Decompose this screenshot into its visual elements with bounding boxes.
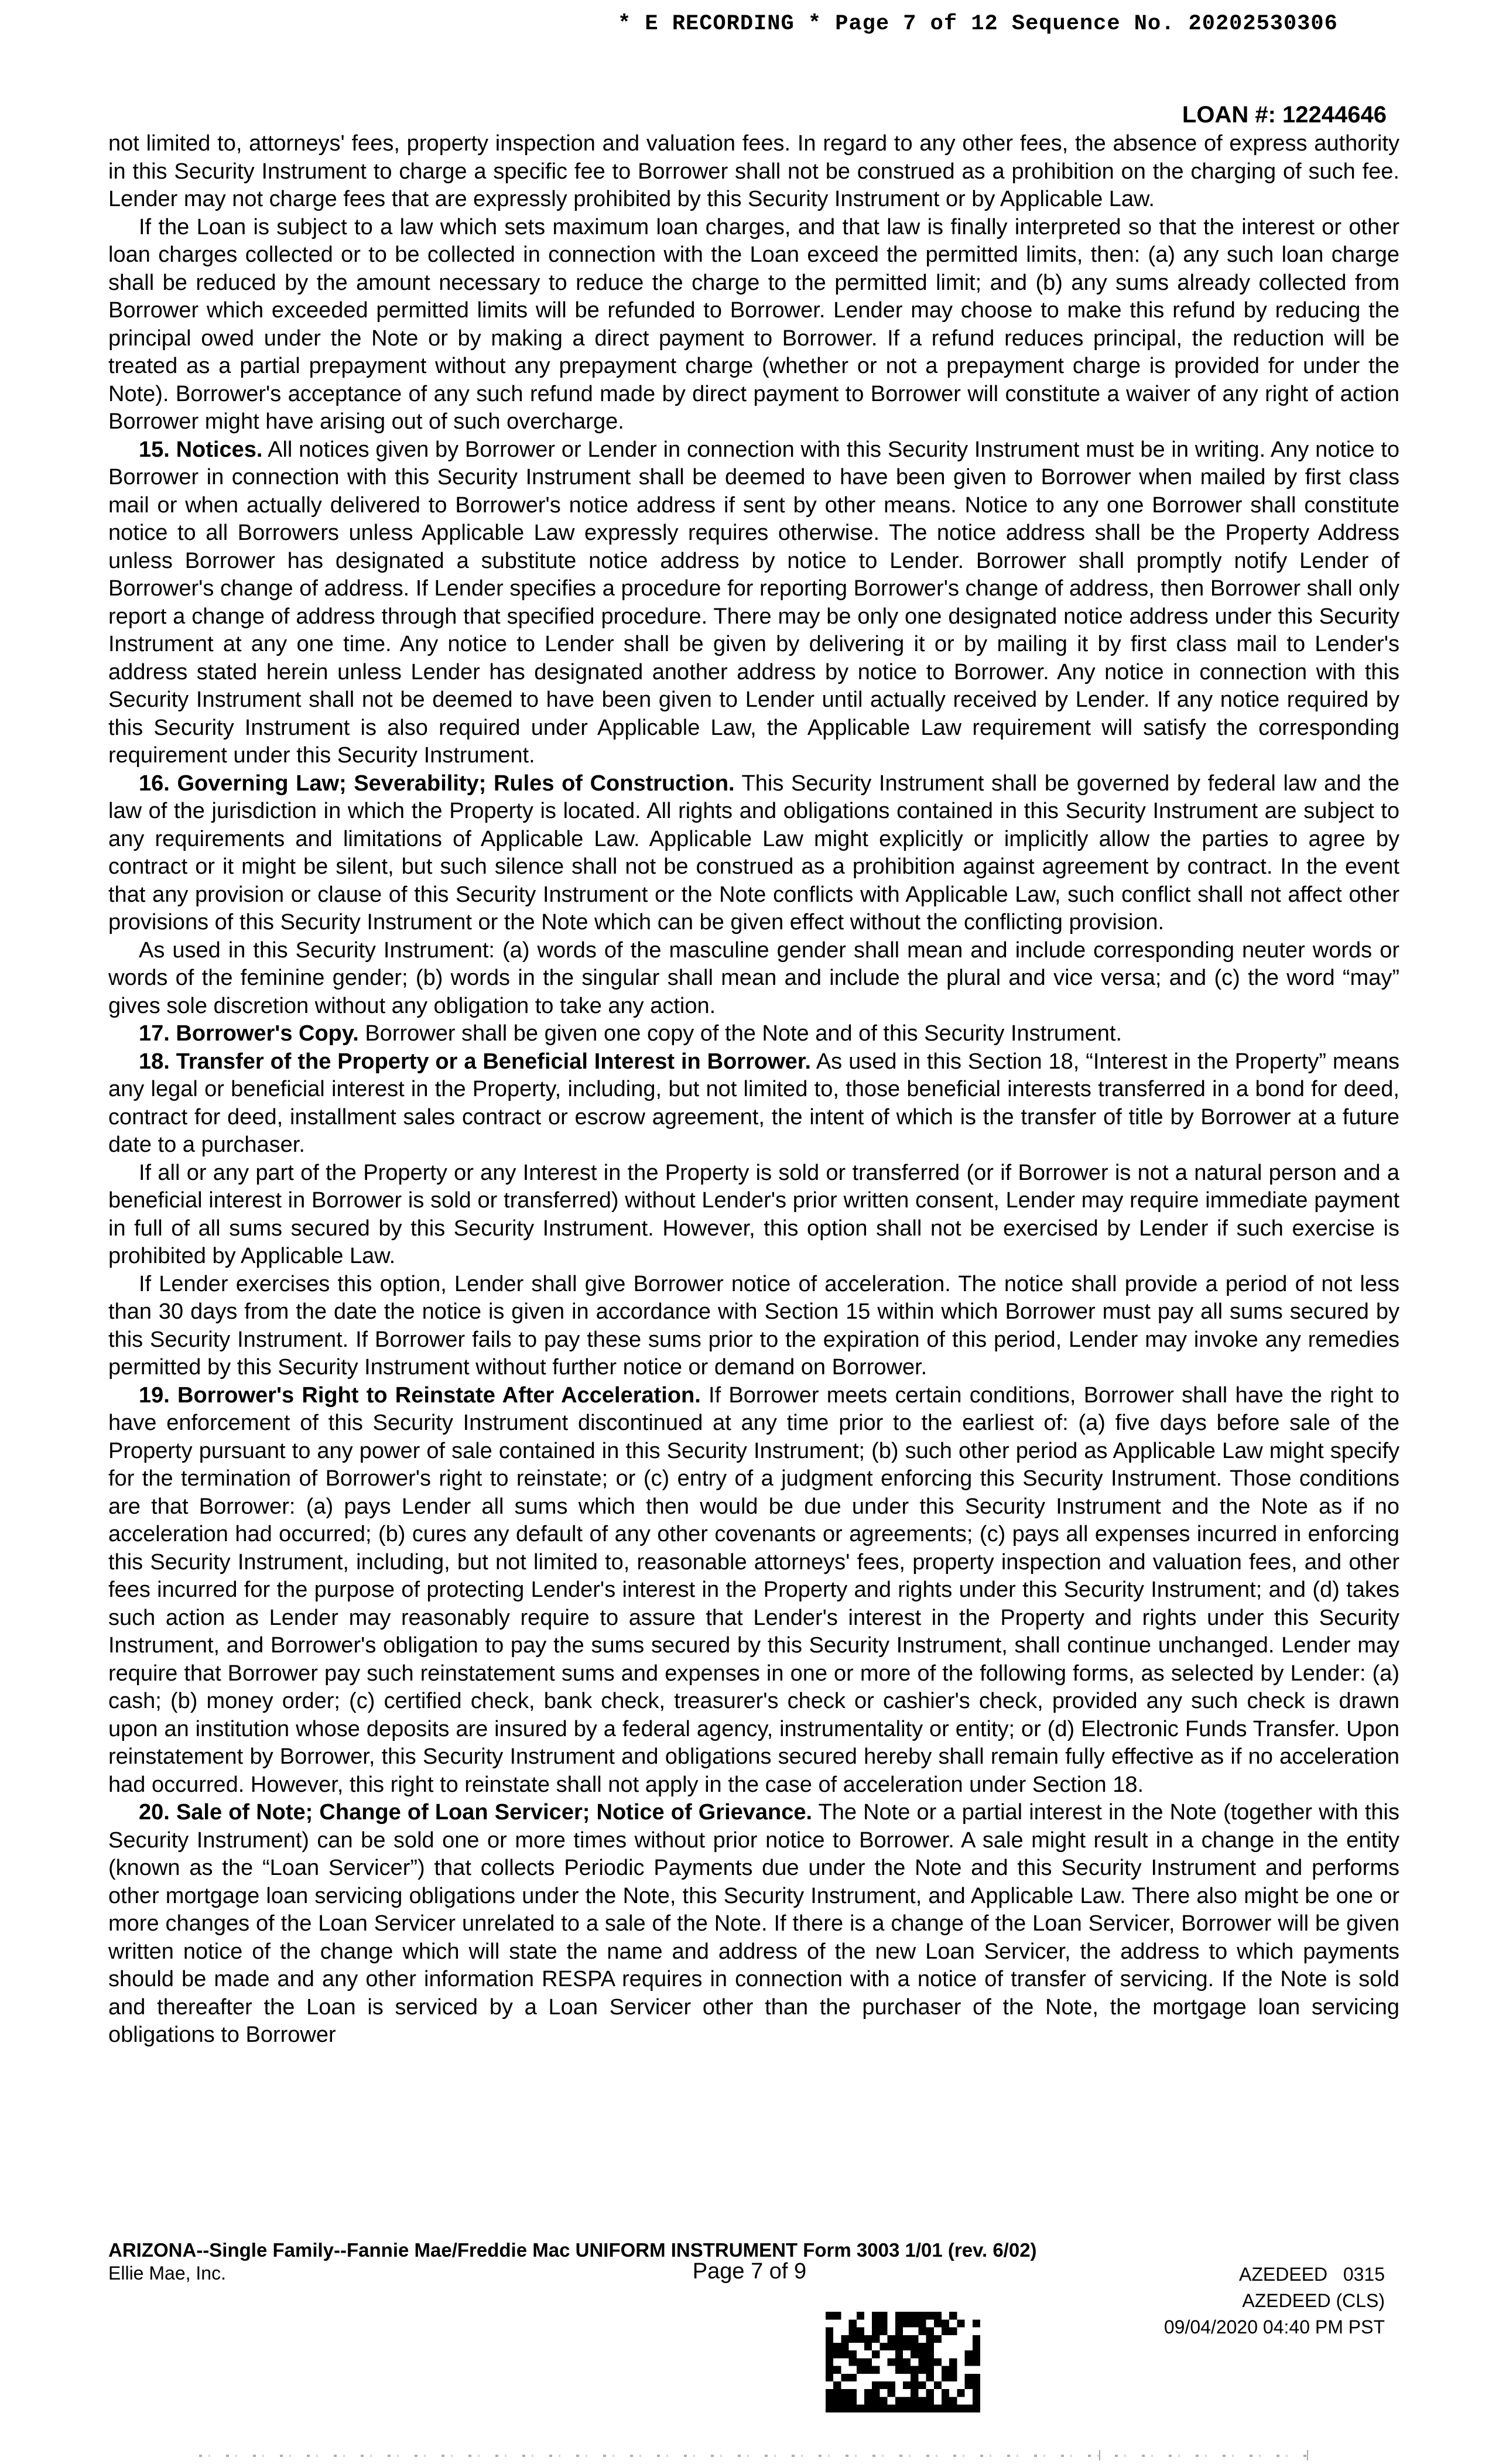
doc-code-cls: AZEDEED (CLS) [1242,2290,1385,2311]
section-heading: 15. Notices. [139,437,263,462]
recording-timestamp: 09/04/2020 04:40 PM PST [1163,2316,1385,2338]
footer-document-codes [1164,2261,1385,2340]
data-matrix-barcode-icon [826,2312,980,2412]
paragraph: If Lender exercises this option, Lender shall give Borrower notice of acceleration. The notice shall provide a period of not less than 30 days from the date the notice is given in accordance with Section 15 within which Borrower must pay all sums secured by this Security Instrument. If Borrower fails to pay these sums prior to the expiration of this period, Lender may invoke any remedies permitted by this Security Instrument without further notice or demand on Borrower. [108,1271,1399,1380]
section-heading: 19. Borrower's Right to Reinstate After Acceleration. [139,1382,701,1408]
section-heading: 18. Transfer of the Property or a Beneficial Interest in Borrower. [139,1049,812,1074]
e-recording-header: * E RECORDING * Page 7 of 12 Sequence No. 20202530306 [618,12,1338,36]
footer-vendor: Ellie Mae, Inc. [108,2263,226,2284]
paragraph: not limited to, attorneys' fees, property inspection and valuation fees. In regard to any other fees, the absence of express authority in this Security Instrument to charge a specific fee to Borrower shall not be construed as a prohibition on the charging of such fee. Lender may not charge fees that are expressly prohibited by this Security Instrument or by Applicable Law. [108,131,1399,211]
document-body [108,130,1399,2049]
scan-artifact-tick [1307,2450,1308,2460]
paragraph: As used in this Security Instrument: (a) words of the masculine gender shall mean and include corresponding neuter words or words of the feminine gender; (b) words in the singular shall mean and include the plural and vice versa; and (c) the word “may” gives sole discretion without any obligation to take any action. [108,937,1399,1018]
page-number: Page 7 of 9 [692,2259,807,2284]
loan-number: LOAN #: 12244646 [1182,102,1387,128]
section-paragraph: 15. Notices. All notices given by Borrower or Lender in connection with this Security Instrument must be in writing. Any notice to Borrower in connection with this Security Instrument shall be deemed to have been given to Borrower when mailed by first class mail or when actually delivered to Borrower's notice address if sent by other means. Notice to any one Borrower shall constitute notice to all Borrowers unless Applicable Law expressly requires otherwise. The notice address shall be the Property Address unless Borrower has designated a substitute notice address by notice to Lender. Borrower shall promptly notify Lender of Borrower's change of address. If Lender specifies a procedure for reporting Borrower's change of address, then Borrower shall only report a change of address through that specified procedure. There may be only one designated notice address under this Security Instrument at any one time. Any notice to Lender shall be given by delivering it or by mailing it by first class mail to Lender's address stated herein unless Lender has designated another address by notice to Borrower. Any notice in connection with this Security Instrument shall not be deemed to have been given to Lender until actually received by Lender. If any notice required by this Security Instrument is also required under Applicable Law, the Applicable Law requirement will satisfy the corresponding requirement under this Security Instrument. [108,437,1399,768]
scan-artifact-tick [1099,2450,1100,2460]
section-heading: 17. Borrower's Copy. [139,1021,359,1046]
section-paragraph: 16. Governing Law; Severability; Rules of Construction. This Security Instrument shall be governed by federal law and the law of the jurisdiction in which the Property is located. All rights and obligations contained in this Security Instrument are subject to any requirements and limitations of Applicable Law. Applicable Law might explicitly or implicitly allow the parties to agree by contract or it might be silent, but such silence shall not be construed as a prohibition against agreement by contract. In the event that any provision or clause of this Security Instrument or the Note conflicts with Applicable Law, such conflict shall not affect other provisions of this Security Instrument or the Note which can be given effect without the conflicting provision. [108,771,1399,935]
paragraph: If all or any part of the Property or any Interest in the Property is sold or transferred (or if Borrower is not a natural person and a beneficial interest in Borrower is sold or transferred) without Lender's prior written consent, Lender may require immediate payment in full of all sums secured by this Security Instrument. However, this option shall not be exercised by Lender if such exercise is prohibited by Applicable Law. [108,1160,1399,1268]
footer-form-identifier: ARIZONA--Single Family--Fannie Mae/Freddie Mac UNIFORM INSTRUMENT Form 3003 1/01 (rev. 6/02) [108,2239,1037,2261]
doc-code: AZEDEED 0315 [1239,2264,1385,2285]
section-heading: 20. Sale of Note; Change of Loan Servicer; Notice of Grievance. [139,1800,813,1825]
section-paragraph: 19. Borrower's Right to Reinstate After Acceleration. If Borrower meets certain conditions, Borrower shall have the right to have enforcement of this Security Instrument discontinued at any time prior to the earliest of: (a) five days before sale of the Property pursuant to any power of sale contained in this Security Instrument; (b) such other period as Applicable Law might specify for the termination of Borrower's right to reinstate; or (c) entry of a judgment enforcing this Security Instrument. Those conditions are that Borrower: (a) pays Lender all sums which then would be due under this Security Instrument and the Note as if no acceleration had occurred; (b) cures any default of any other covenants or agreements; (c) pays all expenses incurred in enforcing this Security Instrument, including, but not limited to, reasonable attorneys' fees, property inspection and valuation fees, and other fees incurred for the purpose of protecting Lender's interest in the Property and rights under this Security Instrument; and (d) takes such action as Lender may reasonably require to assure that Lender's interest in the Property and rights under this Security Instrument, and Borrower's obligation to pay the sums secured by this Security Instrument, shall continue unchanged. Lender may require that Borrower pay such reinstatement sums and expenses in one or more of the following forms, as selected by Lender: (a) cash; (b) money order; (c) certified check, bank check, treasurer's check or cashier's check, provided any such check is drawn upon an institution whose deposits are insured by a federal agency, instrumentality or entity; or (d) Electronic Funds Transfer. Upon reinstatement by Borrower, this Security Instrument and obligations secured hereby shall remain fully effective as if no acceleration had occurred. However, this right to reinstate shall not apply in the case of acceleration under Section 18. [108,1382,1400,1797]
section-paragraph: 20. Sale of Note; Change of Loan Servicer; Notice of Grievance. The Note or a partial interest in the Note (together with this Security Instrument) can be sold one or more times without prior notice to Borrower. A sale might result in a change in the entity (known as the “Loan Servicer”) that collects Periodic Payments due under the Note and this Security Instrument and performs other mortgage loan servicing obligations under the Note, this Security Instrument, and Applicable Law. There also might be one or more changes of the Loan Servicer unrelated to a sale of the Note. If there is a change of the Loan Servicer, Borrower will be given written notice of the change which will state the name and address of the new Loan Servicer, the address to which payments should be made and any other information RESPA requires in connection with a notice of transfer of servicing. If the Note is sold and thereafter the Loan is serviced by a Loan Servicer other than the purchaser of the Note, the mortgage loan servicing obligations to Borrower [108,1800,1399,2047]
section-paragraph: 17. Borrower's Copy. Borrower shall be given one copy of the Note and of this Security Instrument. [139,1021,1122,1046]
paragraph: If the Loan is subject to a law which sets maximum loan charges, and that law is finally interpreted so that the interest or other loan charges collected or to be collected in connection with the Loan exceed the permitted limits, then: (a) any such loan charge shall be reduced by the amount necessary to reduce the charge to the permitted limit; and (b) any sums already collected from Borrower which exceeded permitted limits will be refunded to Borrower. Lender may choose to make this refund by reducing the principal owed under the Note or by making a direct payment to Borrower. If a refund reduces principal, the reduction will be treated as a partial prepayment without any prepayment charge (whether or not a prepayment charge is provided for under the Note). Borrower's acceptance of any such refund made by direct payment to Borrower will constitute a waiver of any right of action Borrower might have arising out of such overcharge. [108,214,1399,434]
section-heading: 16. Governing Law; Severability; Rules of Construction. [139,771,735,796]
scan-artifact-line [199,2455,1312,2457]
section-paragraph: 18. Transfer of the Property or a Beneficial Interest in Borrower. As used in this Section 18, “Interest in the Property” means any legal or beneficial interest in the Property, including, but not limited to, those beneficial interests transferred in a bond for deed, contract for deed, installment sales contract or escrow agreement, the intent of which is the transfer of title by Borrower at a future date to a purchaser. [108,1049,1399,1157]
